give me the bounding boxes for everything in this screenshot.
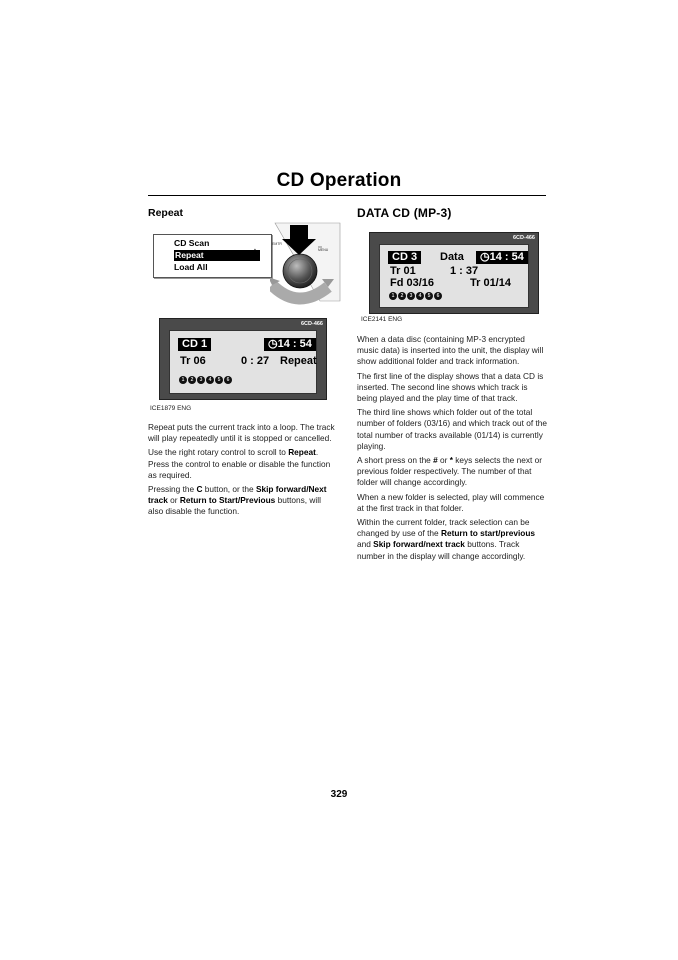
page-title: CD Operation: [276, 170, 402, 191]
play-time: 0 : 27: [241, 355, 270, 367]
data-indicator: Data: [440, 251, 464, 263]
menu-illustration: [153, 234, 272, 278]
figure-code: ICE1879 ENG: [150, 405, 192, 412]
repeat-body-text: [148, 422, 338, 521]
clock-readout: ◷14 : 54: [476, 251, 528, 264]
lcd-display-repeat: [159, 318, 327, 400]
track-number: Tr 06: [180, 355, 206, 367]
preset-indicators: [179, 376, 232, 384]
preset-indicators: [389, 292, 442, 300]
preset-3-icon: 3: [197, 376, 205, 384]
lcd-display-data-cd: [369, 232, 539, 314]
paragraph: When a data disc (containing MP-3 encrypted music data) is inserted into the unit, the display will show additional folder and track information.: [357, 334, 544, 367]
repeat-mode-indicator: Repeat: [280, 355, 317, 367]
clock-readout: ◷14 : 54: [264, 338, 316, 351]
track-count: Tr 01/14: [470, 277, 511, 289]
clock-icon: ◷: [268, 338, 278, 350]
clock-icon: ◷: [480, 251, 490, 263]
menu-item-repeat: Repeat: [174, 250, 260, 261]
preset-3-icon: 3: [407, 292, 415, 300]
paragraph: Within the current folder, track selection can be changed by use of the Return to start/previous and Skip forward/next track buttons. Track number in the display will change accordingly.: [357, 517, 536, 561]
data-cd-section-heading: DATA CD (MP-3): [357, 206, 452, 220]
figure-code: ICE2141 ENG: [361, 316, 403, 323]
data-cd-body-text: [357, 334, 547, 565]
paragraph: A short press on the # or * keys selects the next or previous folder respectively. The number of that folder will change accordingly.: [357, 455, 542, 488]
menu-item-load-all: Load All: [174, 262, 208, 272]
preset-4-icon: 4: [416, 292, 424, 300]
svg-text:MENU: MENU: [318, 248, 329, 252]
preset-5-icon: 5: [425, 292, 433, 300]
preset-2-icon: 2: [398, 292, 406, 300]
paragraph: Use the right rotary control to scroll to Repeat. Press the control to enable or disable the function as required.: [148, 447, 331, 480]
paragraph: Repeat puts the current track into a loop. The track will play repeatedly until it is stopped or cancelled.: [148, 422, 335, 444]
preset-6-icon: 6: [224, 376, 232, 384]
paragraph: When a new folder is selected, play will commence at the first track in that folder.: [357, 491, 545, 513]
disc-indicator: CD 1: [178, 338, 211, 351]
menu-item-cd-scan: CD Scan: [174, 238, 210, 248]
preset-1-icon: 1: [389, 292, 397, 300]
preset-5-icon: 5: [215, 376, 223, 384]
paragraph: The first line of the display shows that a data CD is inserted. The second line shows which track is being played and the play time of that track.: [357, 370, 544, 404]
up-down-arrows-icon: ▲ ▼: [252, 248, 258, 259]
repeat-section-heading: Repeat: [148, 207, 184, 219]
disc-indicator: CD 3: [388, 251, 421, 264]
preset-2-icon: 2: [188, 376, 196, 384]
paragraph: The third line shows which folder out of the total number of folders (03/16) and which track out of the total number of tracks available (01/14) is currently playing.: [357, 407, 548, 451]
svg-text:EMTR: EMTR: [272, 242, 282, 246]
preset-4-icon: 4: [206, 376, 214, 384]
preset-1-icon: 1: [179, 376, 187, 384]
paragraph: Pressing the C button, or the Skip forward/Next track or Return to Start/Previous buttons, will also disable the function.: [148, 484, 327, 517]
track-number: Tr 01: [390, 265, 416, 277]
page-number: 329: [330, 789, 348, 800]
play-time: 1 : 37: [450, 265, 479, 277]
display-code: 6CD-466: [512, 235, 535, 241]
folder-count: Fd 03/16: [390, 277, 435, 289]
rotary-control-illustration: [270, 213, 350, 313]
preset-6-icon: 6: [434, 292, 442, 300]
display-code: 6CD-466: [300, 321, 323, 327]
title-divider: [148, 195, 546, 196]
